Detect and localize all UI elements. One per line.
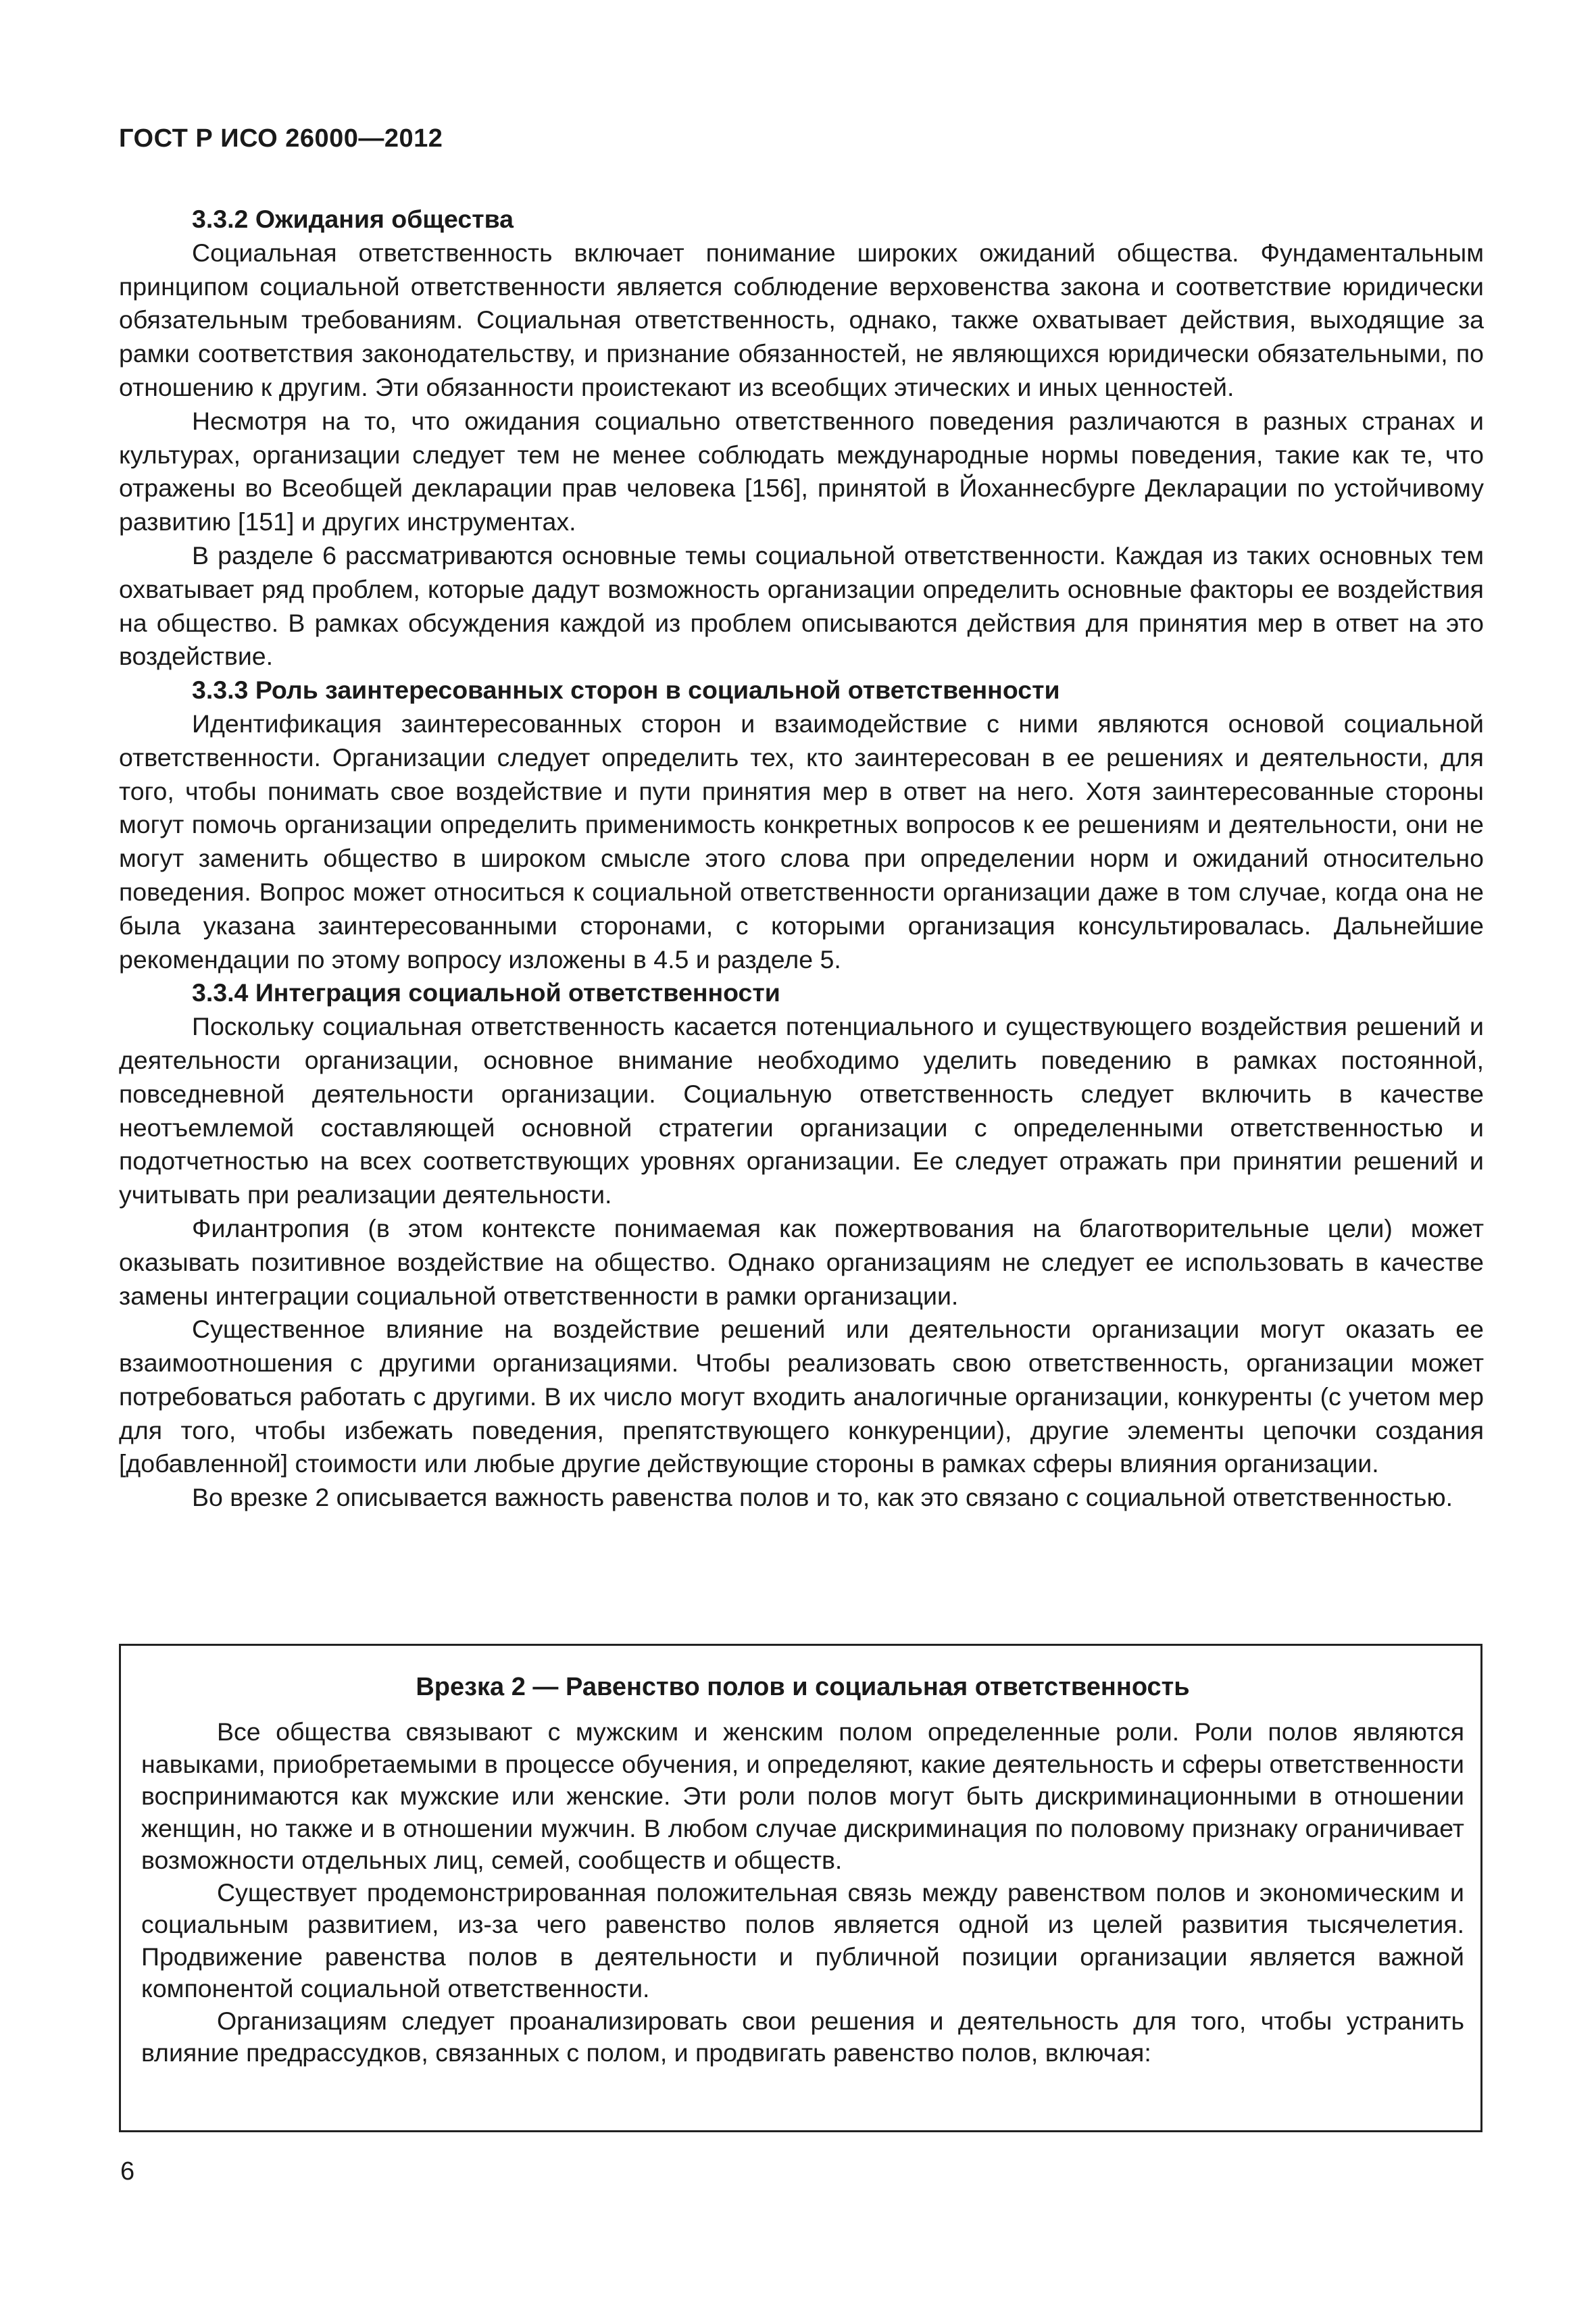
paragraph: Несмотря на то, что ожидания социально ответственного поведения различаются в разных странах и культурах, организации следует тем не менее соблюдать международные нормы поведения, такие как те, что отражены во Всеобщей декларации прав человека [156], принятой в Йоханнесбурге Декларации по устойчивому развитию [151] и других инструментах.: [119, 406, 1484, 536]
inset-paragraph: Все общества связывают с мужским и женским полом определенные роли. Роли полов являются навыками, приобретаемыми в процессе обучения, и определяют, какие деятельность и сферы ответственности воспринимаются как мужские или женские. Эти роли полов могут быть дискриминационными в отношении женщин, но также и в отношении мужчин. В любом случае дискриминация по половому признаку ограничивает возможности отдельных лиц, семей, сообществ и обществ.: [141, 1717, 1464, 1874]
section-heading: 3.3.2 Ожидания общества: [192, 205, 514, 233]
paragraph: Филантропия (в этом контексте понимаемая как пожертвования на благотворительные цели) может оказывать позитивное воздействие на общество. Однако организациям не следует ее использовать в качестве замены интеграции социальной ответственности в рамки организации.: [119, 1213, 1484, 1310]
paragraph: Во врезке 2 описывается важность равенства полов и то, как это связано с социальной ответственностью.: [192, 1483, 1453, 1512]
document-header: ГОСТ Р ИСО 26000—2012: [119, 124, 443, 153]
paragraph: В разделе 6 рассматриваются основные темы социальной ответственности. Каждая из таких основных тем охватывает ряд проблем, которые дадут возможность организации определить основные факторы ее воздействия на общество. В рамках обсуждения каждой из проблем описываются действия для принятия мер в ответ на это воздействие.: [119, 540, 1484, 671]
paragraph: Идентификация заинтересованных сторон и взаимодействие с ними являются основой социальной ответственности. Организации следует определить тех, кто заинтересован в ее решениях и деятельности, для того, чтобы понимать свое воздействие и пути принятия мер в ответ на него. Хотя заинтересованные стороны могут помочь организации определить применимость конкретных вопросов к ее решениям и деятельности, они не могут заменить общество в широком смысле этого слова при определении норм и ожиданий относительно поведения. Вопрос может относиться к социальной ответственности организации даже в том случае, когда она не была указана заинтересованными сторонами, с которыми организация консультировалась. Дальнейшие рекомендации по этому вопросу изложены в 4.5 и разделе 5.: [119, 709, 1484, 974]
inset-box-title: Врезка 2 — Равенство полов и социальная ответственность: [416, 1673, 1190, 1701]
main-content: [119, 203, 1484, 1515]
section-heading: 3.3.3 Роль заинтересованных сторон в социальной ответственности: [192, 676, 1060, 705]
paragraph: Социальная ответственность включает понимание широких ожиданий общества. Фундаментальным принципом социальной ответственности является соблюдение верховенства закона и соответствие юридически обязательным требованиям. Социальная ответственность, однако, также охватывает действия, выходящие за рамки соответствия законодательству, и признание обязанностей, не являющихся юридически обязательными, по отношению к другим. Эти обязанности проистекают из всеобщих этических и иных ценностей.: [119, 238, 1484, 401]
paragraph: Существенное влияние на воздействие решений или деятельности организации могут оказать ее взаимоотношения с другими организациями. Чтобы реализовать свою ответственность, организации может потребоваться работать с другими. В их число могут входить аналогичные организации, конкуренты (с учетом мер для того, чтобы избежать поведения, препятствующего конкуренции), другие элементы цепочки создания [добавленной] стоимости или любые другие действующие стороны в рамках сферы влияния организации.: [119, 1315, 1484, 1478]
inset-paragraph: Существует продемонстрированная положительная связь между равенством полов и экономическим и социальным развитием, из-за чего равенство полов является одной из целей развития тысячелетия. Продвижение равенства полов в деятельности и публичной позиции организации является важной компонентой социальной ответственности.: [141, 1878, 1464, 2003]
paragraph: Поскольку социальная ответственность касается потенциального и существующего воздействия решений и деятельности организации, основное внимание необходимо уделить поведению в рамках постоянной, повседневной деятельности организации. Социальную ответственность следует включить в качестве неотъемлемой составляющей основной стратегии организации с определенными ответственностью и подотчетностью на всех соответствующих уровнях организации. Ее следует отражать при принятии решений и учитывать при реализации деятельности.: [119, 1012, 1484, 1209]
page-number: 6: [120, 2157, 135, 2186]
inset-box: [119, 1644, 1482, 2132]
inset-paragraph: Организациям следует проанализировать свои решения и деятельность для того, чтобы устранить влияние предрассудков, связанных с полом, и продвигать равенство полов, включая:: [141, 2006, 1464, 2067]
section-heading: 3.3.4 Интеграция социальной ответственности: [192, 978, 780, 1007]
